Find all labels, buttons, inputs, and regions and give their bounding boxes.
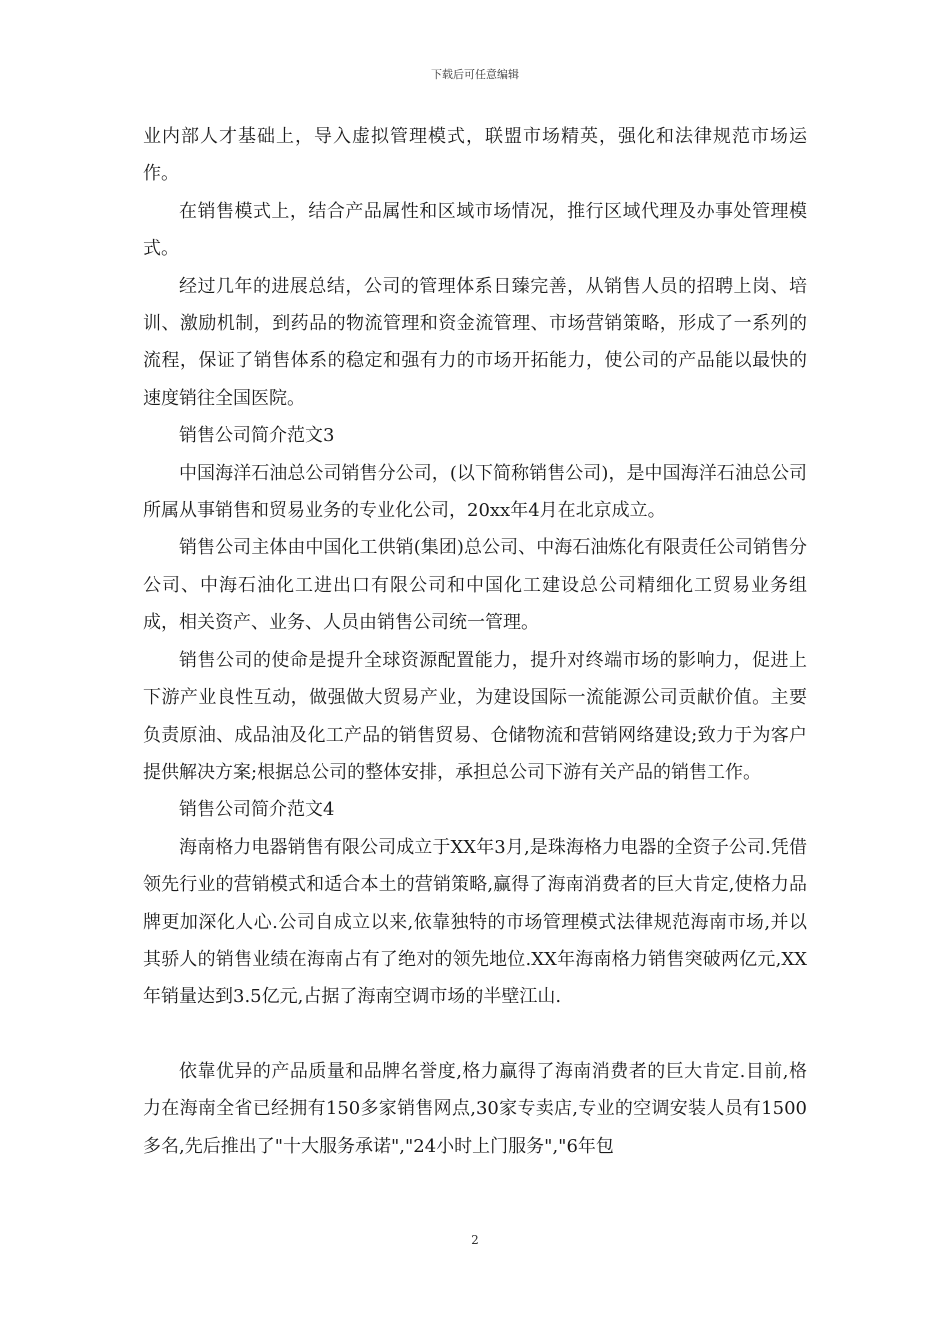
paragraph-gree-intro: 海南格力电器销售有限公司成立于XX年3月,是珠海格力电器的全资子公司.凭借领先行业的营销模式和适合本土的营销策略,赢得了海南消费者的巨大肯定,使格力品牌更加深化人心.公司自成立以来,依靠独特的市场管理模式法律规范海南市场,并以其骄人的销售业绩在海南占有了绝对的领先地位.XX年海南格力销售突破两亿元,XX年销量达到3.5亿元,占据了海南空调市场的半壁江山. [143,836,807,1008]
paragraph-gree-quality: 依靠优异的产品质量和品牌名誉度,格力赢得了海南消费者的巨大肯定.目前,格力在海南全省已经拥有150多家销售网点,30家专卖店,专业的空调安装人员有1500多名,先后推出了"十大服务承诺","24小时上门服务","6年包 [143,1060,807,1157]
paragraph-continuation: 业内部人才基础上，导入虚拟管理模式，联盟市场精英，强化和法律规范市场运作。 [143,126,807,185]
section-heading-example-3: 销售公司简介范文3 [179,425,335,447]
paragraph-cnooc-mission: 销售公司的使命是提升全球资源配置能力，提升对终端市场的影响力，促进上下游产业良性互动，做强做大贸易产业，为建设国际一流能源公司贡献价值。主要负责原油、成品油及化工产品的销售贸易、仓储物流和营销网络建设;致力于为客户提供解决方案;根据总公司的整体安排，承担总公司下游有关产品的销售工作。 [143,649,807,783]
section-heading-example-4: 销售公司简介范文4 [179,799,335,821]
paragraph-management-system: 经过几年的进展总结，公司的管理体系日臻完善，从销售人员的招聘上岗、培训、激励机制，到药品的物流管理和资金流管理、市场营销策略，形成了一系列的流程，保证了销售体系的稳定和强有力的市场开拓能力，使公司的产品能以最快的速度销往全国医院。 [143,275,807,409]
paragraph-cnooc-structure: 销售公司主体由中国化工供销(集团)总公司、中海石油炼化有限责任公司销售分公司、中海石油化工进出口有限公司和中国化工建设总公司精细化工贸易业务组成，相关资产、业务、人员由销售公司统一管理。 [143,537,807,634]
paragraph-cnooc-intro: 中国海洋石油总公司销售分公司，(以下简称销售公司)，是中国海洋石油总公司所属从事销售和贸易业务的专业化公司，20xx年4月在北京成立。 [143,462,807,522]
page-header: 下载后可任意编辑 [431,68,519,81]
paragraph-sales-model: 在销售模式上，结合产品属性和区域市场情况，推行区域代理及办事处管理模式。 [143,200,807,260]
document-body [143,118,807,1165]
page-number: 2 [471,1233,479,1247]
